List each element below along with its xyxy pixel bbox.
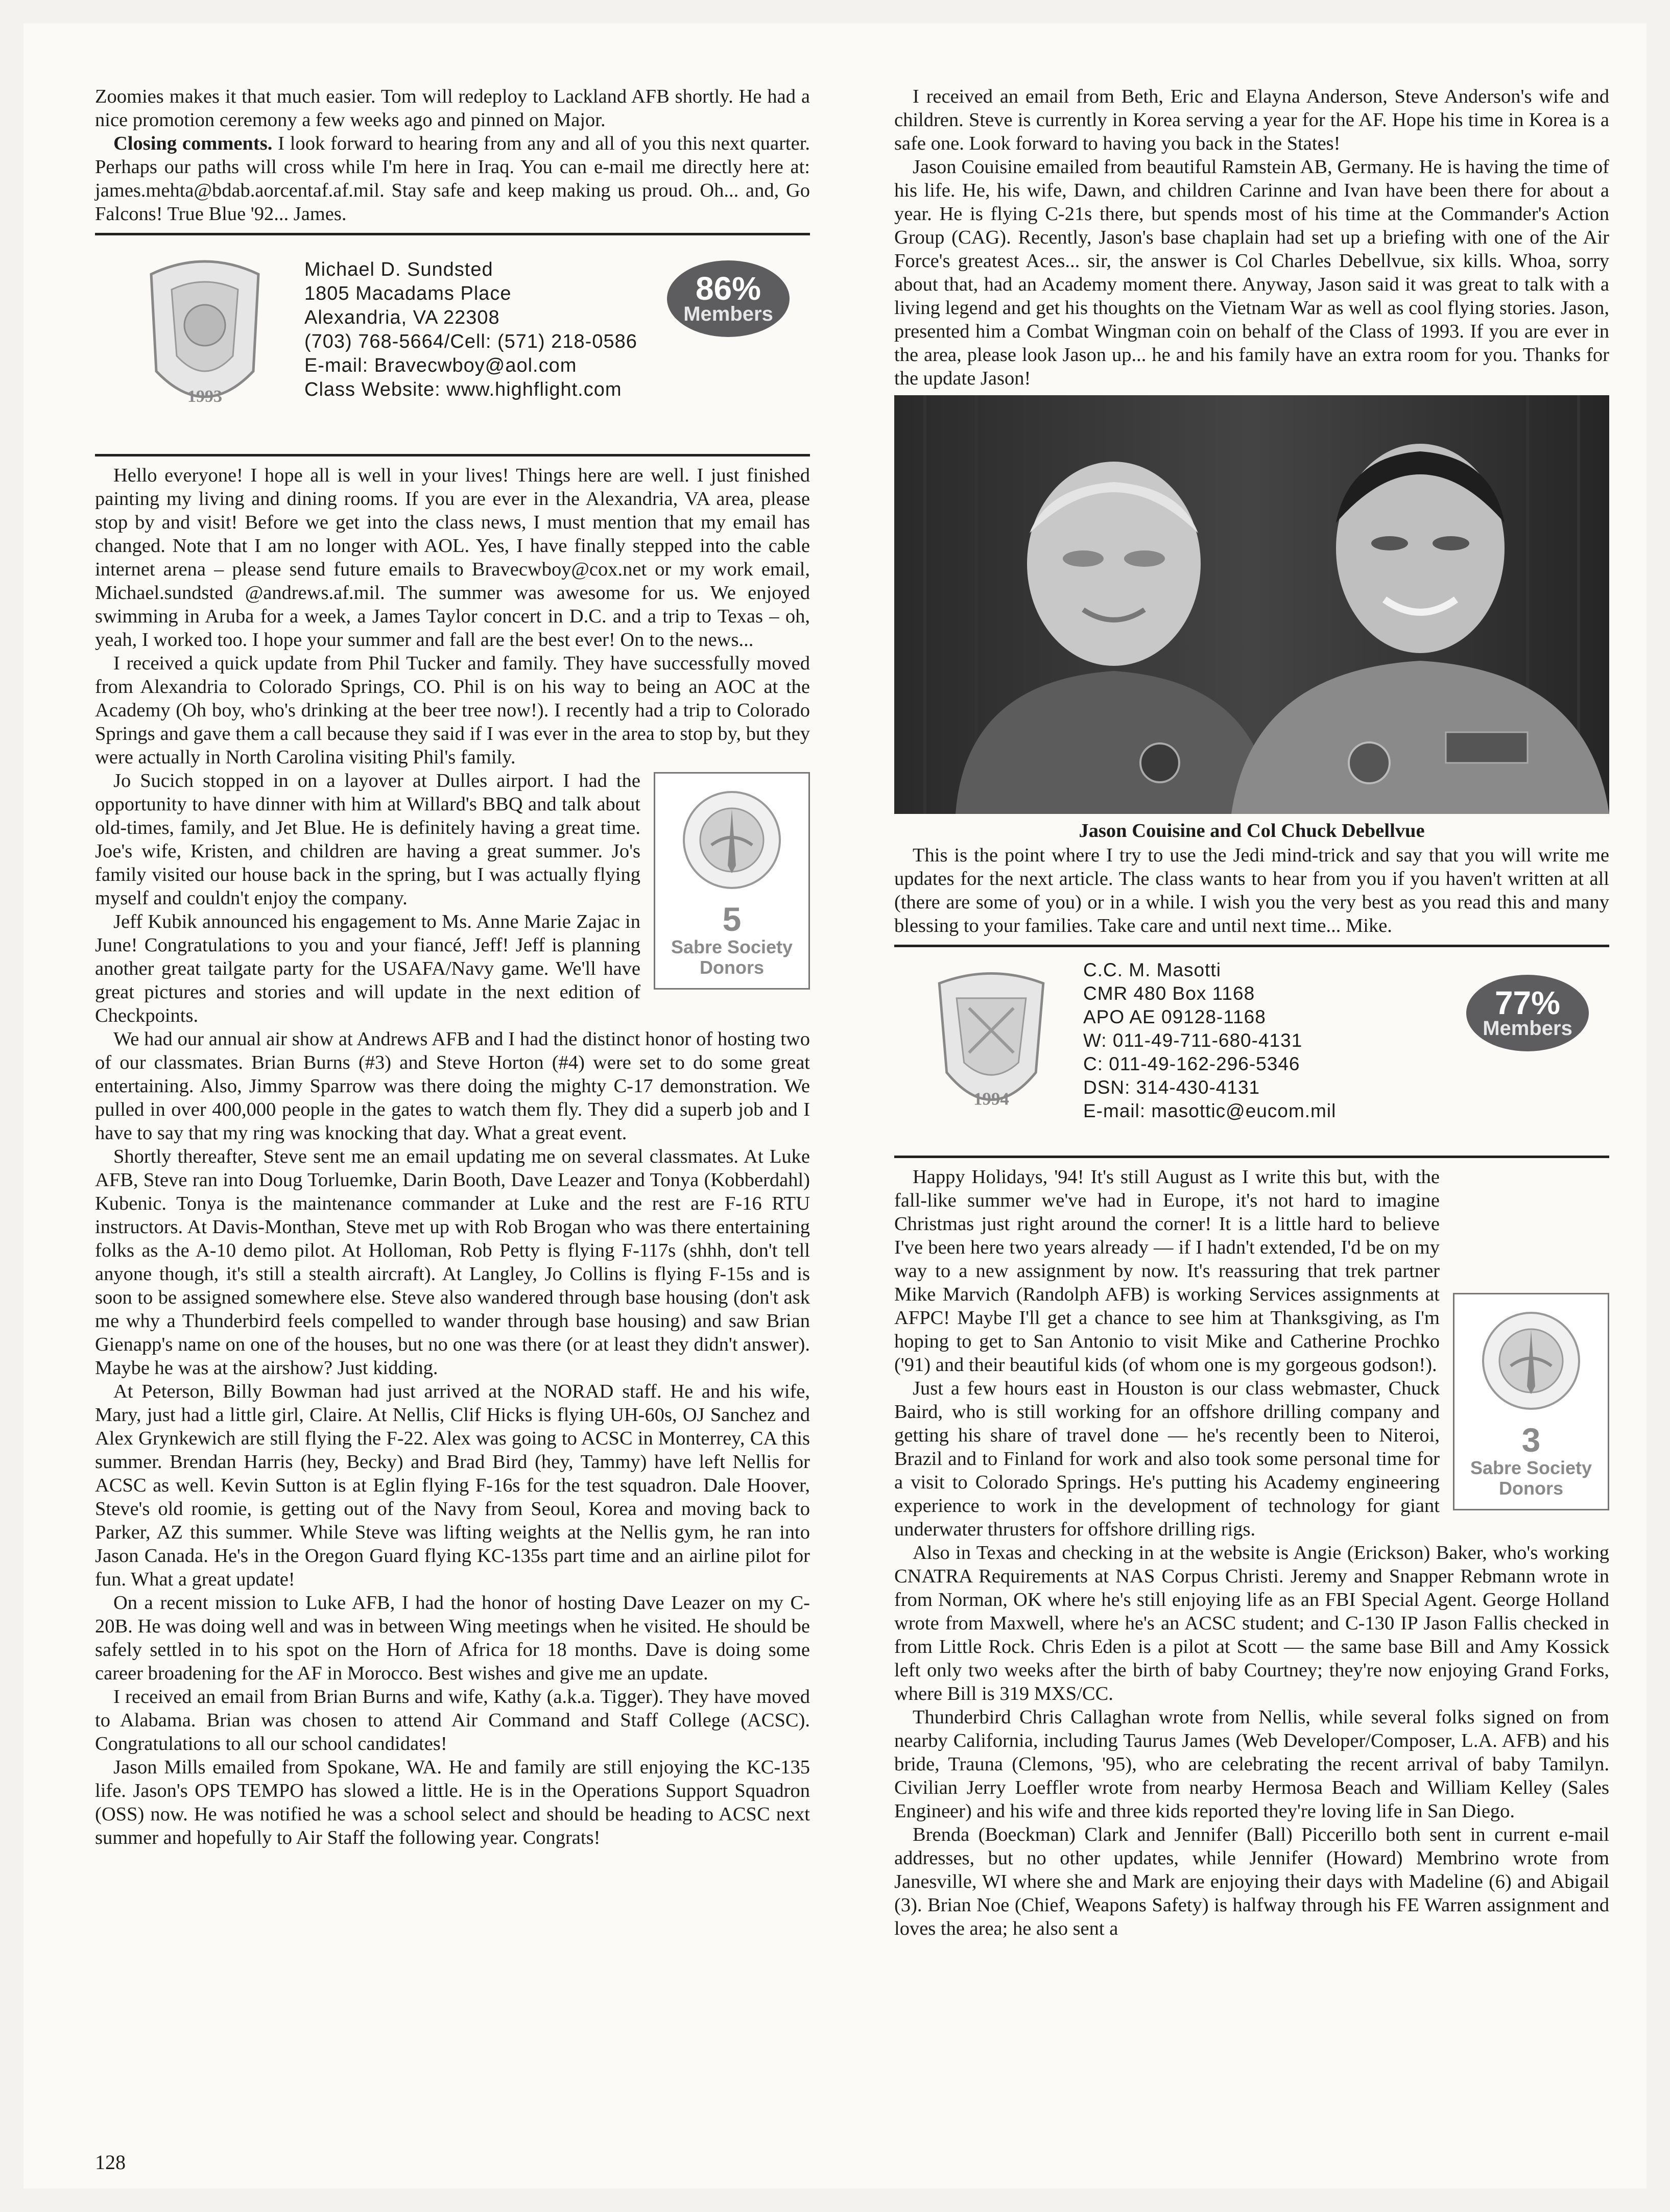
svg-text:1994: 1994 [973,1089,1009,1109]
photo-caption: Jason Couisine and Col Chuck Debellvue [1079,820,1425,841]
membership-badge [1466,975,1589,1051]
divider [95,233,810,235]
class-crest-1994-icon [925,964,1058,1127]
sabre-label: Sabre Society [671,936,793,957]
paragraph: Shortly thereafter, Steve sent me an email updating me on several classmates. At Luke AFB, Steve ran into Doug Torluemke, Darin Booth, Dave Leazer and Tonya (Kobberdahl) Kubenic. Tonya is the maintenance commander at Luke and the rest are F-16 RTU instructors. At Davis-Monthan, Steve met up with Rob Brogan who was there entertaining folks as the A-10 demo pilot. At Holloman, Rob Petty is flying F-117s (shhh, don't tell anyone though, it's still a stealth aircraft). At Langley, Jo Collins is flying F-15s and is soon to be assigned somewhere else. Steve also wandered through base housing (don't ask me why a Thunderbird feels compelled to wander through base housing) and saw Brian Gienapp's name on one of the houses, but no one was there (or at least they didn't answer). Maybe he was at the airshow? Just kidding. [95,1146,810,1379]
left-column [95,85,810,1849]
class-crest-1993-icon [141,254,269,422]
membership-label: Members [1483,1017,1572,1040]
sabre-label-donors: Donors [1499,1478,1563,1499]
divider [894,945,1609,947]
paragraph: Jason Mills emailed from Spokane, WA. He and family are still enjoying the KC-135 life. Jason's OPS TEMPO has slowed a little. He is in the Operations Support Squadron (OSS) now. He was notified he was a school select and should be heading to ACSC next summer and hopefully to Air Staff the following year. Congrats! [95,1757,810,1848]
sabre-society-seal-icon [681,789,783,891]
paragraph: Zoomies makes it that much easier. Tom will redeploy to Lackland AFB shortly. He had a nice promotion ceremony a few weeks ago and pinned on Major. [95,86,810,131]
sabre-donor-count: 3 [1521,1421,1541,1459]
closing-paragraph: Closing comments. I look forward to hearing from any and all of you this next quarter. Perhaps our paths will cross while I'm here in Iraq. You can e-mail me directly here at: james.mehta@bdab.aorcentaf.af.mil. Stay safe and keep making us proud. Oh... and, Go Falcons! True Blue '92... James. [95,133,810,225]
class-1994-header [894,954,1609,1148]
contact-address-2: APO AE 09128-1168 [1083,1006,1266,1027]
contact-block [304,258,637,402]
divider [95,454,810,456]
paragraph: Just a few hours east in Houston is our class webmaster, Chuck Baird, who is still working for an offshore drilling company and getting his share of travel done — he's recently been to Niteroi, Brazil and to Finland for work and also took some personal time for a visit to Colorado Springs. He's putting his Academy engineering experience to work in the development of technology for giant underwater thrusters for offshore drilling rigs. [894,1378,1440,1540]
paragraph: Jason Couisine emailed from beautiful Ramstein AB, Germany. He is having the time of his life. He, his wife, Dawn, and children Carinne and Ivan have been there for about a year. He is flying C-21s there, but spends most of his time at the Commander's Action Group (CAG). Recently, Jason's base chaplain had set up a briefing with one of the Air Force's greatest Aces... sir, the answer is Col Charles Debellvue, six kills. Whoa, sorry about that, had an Academy moment there. Anyway, Jason said it was great to talk with a living legend and get his thoughts on the Vietnam War as well as cool flying stories. Jason, presented him a Combat Wingman coin on behalf of the Class of 1993. If you are ever in the area, please look Jason up... he and his family have an extra room for you. Thanks for the update Jason! [894,156,1609,389]
paragraph: Brenda (Boeckman) Clark and Jennifer (Ball) Piccerillo both sent in current e-mail addresses, but no other updates, while Jennifer (Howard) Membrino wrote from Janesville, WI where she and Mark are enjoying their days with Madeline (6) and Abigail (3). Brian Noe (Chief, Weapons Safety) is halfway through his FE Warren assignment and loves the area; he also sent a [894,1824,1609,1939]
paragraph: I received an email from Brian Burns and wife, Kathy (a.k.a. Tigger). They have moved to Alabama. Brian was chosen to attend Air Command and Staff College (ACSC). Congratulations to all our school candidates! [95,1686,810,1754]
right-column [894,85,1609,1940]
paragraph: 5 Sabre Society Donors Jo Sucich stopped in on a layover at Dulles airport. I had the opportunity to have dinner with him at Willard's BBQ and talk about old-times, family, and Jet Blue. He is definitely having a great time. Joe's wife, Kristen, and children are having a great summer. Jo's family visited our house back in the spring, but I was actually flying myself and couldn't enjoy the company. [95,769,810,910]
sabre-label-donors: Donors [700,957,764,978]
contact-address-1: 1805 Macadams Place [304,283,512,304]
contact-website: Class Website: www.highflight.com [304,379,622,400]
sabre-society-box [1453,1293,1609,1510]
class-1993-header [95,243,810,447]
membership-percent: 86% [695,270,761,307]
paragraph: We had our annual air show at Andrews AFB and I had the distinct honor of hosting two of our classmates. Brian Burns (#3) and Steve Horton (#4) were set to do some great entertaining. Also, Jimmy Sparrow was there doing the mighty C-17 demonstration. We pulled in over 400,000 people in the gates to watch them fly. They did a superb job and I have to say that my ring was knocking that day. What a great event. [95,1028,810,1144]
divider [894,1156,1609,1158]
paragraph: This is the point where I try to use the Jedi mind-trick and say that you will write me updates for the next article. The class wants to hear from you if you haven't written at all (there are some of you) or in a while. I wish you the very best as you read this and many blessing to your families. Take care and until next time... Mike. [894,845,1609,936]
membership-percent: 77% [1494,984,1561,1021]
paragraph: On a recent mission to Luke AFB, I had the honor of hosting Dave Leazer on my C-20B. He was doing well and was in between Wing meetings when he visited. He should be safely settled in to his spot on the Horn of Africa for 18 months. Dave is doing some career broadening for the AF in Morocco. Best wishes and give me an update. [95,1592,810,1684]
svg-text:1993: 1993 [187,387,222,406]
contact-name: C.C. M. Masotti [1083,959,1221,980]
contact-block [1083,958,1336,1123]
paragraph: Hello everyone! I hope all is well in your lives! Things here are well. I just finished painting my living and dining rooms. If you are ever in the Alexandria, VA area, please stop by and visit! Before we get into the class news, I must mention that my email has changed. Note that I am no longer with AOL. Yes, I have finally stepped into the cable internet arena – please send future emails to Bravecwboy@cox.net or my work email, Michael.sundsted @andrews.af.mil. The summer was awesome for us. We enjoyed swimming in Aruba for a week, a James Taylor concert in D.C. and a trip to Texas – oh, yeah, I worked too. I hope your summer and fall are the best ever! On to the news... [95,465,810,651]
paragraph: At Peterson, Billy Bowman had just arrived at the NORAD staff. He and his wife, Mary, just had a little girl, Claire. At Nellis, Clif Hicks is flying UH-60s, OJ Sanchez and Alex Grynkewich are still flying the F-22. Alex was going to ACSC in Monterrey, CA this summer. Brendan Harris (hey, Becky) and Brad Bird (hey, Tammy) have left Nellis for ACSC as well. Kevin Sutton is at Eglin flying F-16s for the test squadron. Dale Hoover, Steve's old roomie, is getting out of the Navy from Seoul, Korea and moving back to Parker, AZ this summer. While Steve was lifting weights at the Nellis gym, he ran into Jason Canada. He's in the Oregon Guard flying KC-135s part time and an airline pilot for fun. What a great update! [95,1381,810,1590]
photo-image [894,395,1609,814]
paragraph: I received a quick update from Phil Tucker and family. They have successfully moved from Alexandria to Colorado Springs, CO. Phil is on his way to being an AOC at the Academy (Oh boy, who's drinking at the beer tree now!). I recently had a trip to Colorado Springs and gave them a call because they said if I was ever in the area to stop by, but they were actually in North Carolina visiting Phil's family. [95,653,810,768]
sabre-label: Sabre Society [1470,1457,1592,1478]
magazine-page [23,23,1647,2189]
paragraph: Jeff Kubik announced his engagement to Ms. Anne Marie Zajac in June! Congratulations to you and your fiancé, Jeff! Jeff is planning another great tailgate party for the USAFA/Navy game. We'll have great pictures and stories and will update in the next edition of Checkpoints. [95,911,640,1026]
contact-address-2: Alexandria, VA 22308 [304,307,500,328]
membership-label: Members [683,303,773,325]
paragraph: 3 Sabre Society Donors Happy Holidays, '94! It's still August as I write this but, with the fall-like summer we've had in Europe, it's not hard to imagine Christmas just right around the corner! It is a little hard to believe I've been here two years already — if I hadn't extended, I'd be on my way to a new assignment by now. It's reassuring that trek partner Mike Marvich (Randolph AFB) is working Services assignments at AFPC! Maybe I'll get a chance to see him at Thanksgiving, as I'm hoping to get to San Antonio to visit Mike and Catherine Prochko ('91) and their beautiful kids (of whom one is my gorgeous godson!). [894,1165,1609,1377]
contact-cell-phone: C: 011-49-162-296-5346 [1083,1053,1300,1074]
closing-label: Closing comments. [113,133,273,154]
contact-email: E-mail: Bravecwboy@aol.com [304,355,577,376]
contact-address-1: CMR 480 Box 1168 [1083,983,1255,1004]
membership-badge [667,260,790,337]
sabre-society-box [654,772,810,990]
page-number: 128 [95,2151,126,2174]
paragraph: Also in Texas and checking in at the website is Angie (Erickson) Baker, who's working CNATRA Requirements at NAS Corpus Christi. Jeremy and Snapper Rebmann wrote in from Norman, OK where he's still enjoying life as an FBI Special Agent. George Holland wrote from Maxwell, where he's an ACSC student; and C-130 IP Jason Fallis checked in from Little Rock. Chris Eden is a pilot at Scott — the same base Bill and Amy Kossick left only two weeks after the birth of baby Courtney; they're now enjoying Grand Forks, where Bill is 319 MXS/CC. [894,1542,1609,1704]
paragraph: I received an email from Beth, Eric and Elayna Anderson, Steve Anderson's wife and children. Steve is currently in Korea serving a year for the AF. Hope his time in Korea is a safe one. Look forward to having you back in the States! [894,86,1609,154]
paragraph: Thunderbird Chris Callaghan wrote from Nellis, while several folks signed on from nearby California, including Taurus James (Web Developer/Composer, L.A. AFB) and his bride, Trauna (Clemons, '95), who are celebrating the recent arrival of baby Tamilyn. Civilian Jerry Loeffler wrote from nearby Hermosa Beach and William Kelley (Sales Engineer) and his wife and three kids reported they're loving life in San Diego. [894,1706,1609,1822]
contact-dsn: DSN: 314-430-4131 [1083,1077,1260,1098]
sabre-society-seal-icon [1480,1310,1582,1412]
contact-work-phone: W: 011-49-711-680-4131 [1083,1030,1303,1051]
contact-email: E-mail: masottic@eucom.mil [1083,1100,1337,1121]
contact-phone: (703) 768-5664/Cell: (571) 218-0586 [304,331,637,352]
photo-couisine-debellvue [894,395,1609,814]
sabre-donor-count: 5 [722,900,742,938]
contact-name: Michael D. Sundsted [304,259,493,280]
